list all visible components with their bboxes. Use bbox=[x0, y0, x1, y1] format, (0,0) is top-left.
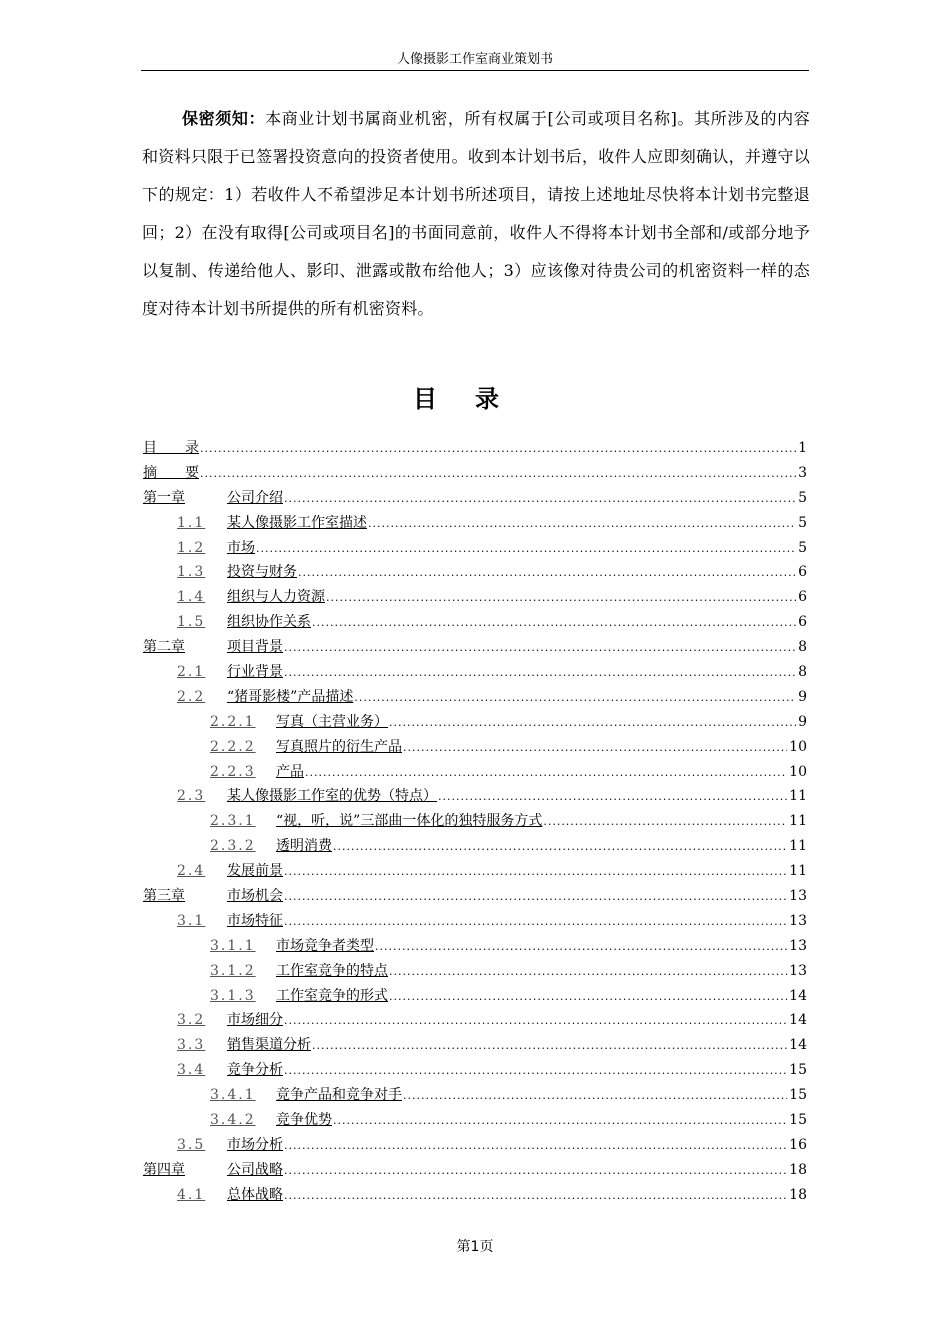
toc-entry-number: 第一章 bbox=[143, 489, 185, 506]
toc-entry[interactable] bbox=[143, 1008, 807, 1033]
toc-leader-dots bbox=[284, 860, 787, 885]
toc-entry-page: 13 bbox=[789, 912, 807, 929]
toc-leader-dots bbox=[284, 661, 796, 686]
toc-entry-number: 1.1 bbox=[177, 514, 206, 531]
toc-entry-number: 3.4.1 bbox=[210, 1087, 256, 1104]
toc-leader-dots bbox=[284, 1059, 787, 1084]
toc-leader-dots bbox=[284, 1009, 787, 1034]
toc-entry[interactable] bbox=[143, 735, 807, 760]
toc-entry-page: 11 bbox=[789, 838, 807, 855]
toc-entry-page: 16 bbox=[789, 1136, 807, 1153]
toc-entry-number: 2.2 bbox=[177, 688, 206, 705]
toc-entry-label[interactable]: 产品 bbox=[276, 763, 304, 780]
toc-entry[interactable] bbox=[143, 710, 807, 735]
toc-entry[interactable] bbox=[143, 436, 807, 461]
toc-entry-label[interactable]: 某人像摄影工作室描述 bbox=[227, 514, 367, 531]
toc-entry-page: 11 bbox=[789, 788, 807, 805]
toc-leader-dots bbox=[389, 711, 796, 736]
toc-entry-page: 6 bbox=[798, 589, 807, 606]
toc-entry-page: 5 bbox=[798, 539, 807, 556]
toc-leader-dots bbox=[312, 1034, 787, 1059]
toc-entry-label[interactable]: 公司战略 bbox=[227, 1161, 283, 1178]
toc-entry-number: 2.3 bbox=[177, 788, 206, 805]
toc-entry-number: 3.5 bbox=[177, 1136, 206, 1153]
toc-entry[interactable] bbox=[143, 635, 807, 660]
toc-entry-number: 3.3 bbox=[177, 1037, 206, 1054]
toc-leader-dots bbox=[389, 960, 787, 985]
toc-entry-label[interactable]: “视，听，说”三部曲一体化的独特服务方式 bbox=[276, 813, 543, 830]
page-number: 第1页 bbox=[456, 1239, 494, 1255]
toc-leader-dots bbox=[284, 1159, 787, 1184]
toc-entry-number: 2.2.1 bbox=[210, 713, 256, 730]
toc-entry[interactable] bbox=[143, 859, 807, 884]
toc-entry-page: 15 bbox=[789, 1112, 807, 1129]
toc-entry-number: 第四章 bbox=[143, 1161, 185, 1178]
toc-entry-number: 3.1.3 bbox=[210, 987, 256, 1004]
toc-entry-number: 2.4 bbox=[177, 863, 206, 880]
toc-entry[interactable] bbox=[143, 959, 807, 984]
toc-entry[interactable] bbox=[143, 1058, 807, 1083]
toc-entry[interactable] bbox=[143, 511, 807, 536]
toc-entry[interactable] bbox=[143, 685, 807, 710]
toc-entry-label[interactable]: 工作室竞争的特点 bbox=[276, 962, 388, 979]
toc-entry[interactable] bbox=[143, 934, 807, 959]
toc-leader-dots bbox=[438, 785, 787, 810]
toc-entry[interactable] bbox=[143, 536, 807, 561]
toc-entry[interactable] bbox=[143, 461, 807, 486]
toc-leader-dots bbox=[305, 761, 787, 786]
toc-entry-page: 15 bbox=[789, 1062, 807, 1079]
toc-entry-page: 5 bbox=[798, 514, 807, 531]
toc-entry-label[interactable]: 投资与财务 bbox=[227, 564, 297, 581]
toc-entry[interactable] bbox=[143, 660, 807, 685]
toc-entry-number: 3.1.2 bbox=[210, 962, 256, 979]
toc-entry-label[interactable]: 销售渠道分析 bbox=[227, 1037, 311, 1054]
toc-leader-dots bbox=[284, 1134, 787, 1159]
toc-entry-number: 4.1 bbox=[177, 1186, 206, 1203]
toc-entry-number: 3.4 bbox=[177, 1062, 206, 1079]
toc-entry-label[interactable]: 竞争分析 bbox=[227, 1062, 283, 1079]
toc-entry-page: 13 bbox=[789, 962, 807, 979]
toc-leader-dots bbox=[333, 1109, 787, 1134]
toc-entry-label[interactable]: 透明消费 bbox=[276, 838, 332, 855]
toc-entry-label[interactable]: 市场机会 bbox=[227, 888, 283, 905]
toc-leader-dots bbox=[543, 810, 787, 835]
confidentiality-notice bbox=[142, 100, 810, 328]
toc-entry-number: 2.2.2 bbox=[210, 738, 256, 755]
toc-entry-number: 2.3.2 bbox=[210, 838, 256, 855]
toc-leader-dots bbox=[375, 935, 787, 960]
toc-entry-page: 11 bbox=[789, 863, 807, 880]
toc-entry-label[interactable]: 发展前景 bbox=[227, 863, 283, 880]
toc-entry[interactable] bbox=[143, 1083, 807, 1108]
toc-entry-page: 13 bbox=[789, 937, 807, 954]
toc-entry-label[interactable]: 写真照片的衍生产品 bbox=[276, 738, 402, 755]
toc-leader-dots bbox=[403, 736, 787, 761]
toc-entry-number: 2.3.1 bbox=[210, 813, 256, 830]
toc-entry-number: 1.3 bbox=[177, 564, 206, 581]
toc-entry-label[interactable]: 市场竞争者类型 bbox=[276, 937, 374, 954]
toc-entry-label[interactable]: 目 录 bbox=[143, 440, 199, 456]
toc-entry[interactable] bbox=[143, 1183, 807, 1208]
toc-entry[interactable] bbox=[143, 834, 807, 859]
toc-entry-page: 9 bbox=[798, 713, 807, 730]
toc-entry[interactable] bbox=[143, 884, 807, 909]
toc-entry-page: 8 bbox=[798, 664, 807, 681]
toc-leader-dots bbox=[284, 910, 787, 935]
notice-label: 保密须知： bbox=[182, 109, 266, 128]
toc-leader-dots bbox=[284, 885, 787, 910]
toc-entry[interactable] bbox=[143, 760, 807, 785]
toc-leader-dots bbox=[284, 636, 796, 661]
toc-entry[interactable] bbox=[143, 1133, 807, 1158]
toc-leader-dots bbox=[389, 985, 787, 1010]
toc-entry-label[interactable]: 摘 要 bbox=[143, 464, 199, 481]
toc-leader-dots bbox=[298, 561, 796, 586]
toc-entry-number: 2.2.3 bbox=[210, 763, 256, 780]
toc-leader-dots bbox=[284, 1184, 787, 1209]
toc-entry[interactable] bbox=[143, 1108, 807, 1133]
toc-entry-page: 14 bbox=[789, 1037, 807, 1054]
toc-entry-number: 2.1 bbox=[177, 664, 206, 681]
toc-entry-page: 10 bbox=[789, 763, 807, 780]
toc-leader-dots bbox=[256, 537, 796, 562]
toc-entry-number: 1.4 bbox=[177, 589, 206, 606]
toc-leader-dots bbox=[200, 437, 796, 462]
toc-entry-label[interactable]: 总体战略 bbox=[227, 1186, 283, 1203]
toc-title: 目录 bbox=[413, 385, 537, 413]
toc-leader-dots bbox=[200, 462, 796, 487]
toc-entry-label[interactable]: 行业背景 bbox=[227, 664, 283, 681]
toc-leader-dots bbox=[368, 512, 796, 537]
toc-entry-label[interactable]: 公司介绍 bbox=[227, 489, 283, 506]
toc-entry[interactable] bbox=[143, 1158, 807, 1183]
toc-entry-page: 14 bbox=[789, 987, 807, 1004]
toc-entry-page: 5 bbox=[798, 489, 807, 506]
toc-entry-label[interactable]: 组织协作关系 bbox=[227, 614, 311, 631]
toc-entry-number: 3.1 bbox=[177, 912, 206, 929]
toc-entry-page: 18 bbox=[789, 1161, 807, 1178]
toc-entry-page: 18 bbox=[789, 1186, 807, 1203]
toc-entry-number: 1.5 bbox=[177, 614, 206, 631]
toc-entry[interactable] bbox=[143, 784, 807, 809]
toc-leader-dots bbox=[333, 835, 787, 860]
toc-leader-dots bbox=[284, 487, 796, 512]
toc-entry-page: 8 bbox=[798, 639, 807, 656]
toc-entry[interactable] bbox=[143, 585, 807, 610]
toc-entry[interactable] bbox=[143, 560, 807, 585]
toc-entry-label[interactable]: 组织与人力资源 bbox=[227, 589, 325, 606]
toc-entry-page: 1 bbox=[798, 440, 807, 456]
toc-entry-page: 14 bbox=[789, 1012, 807, 1029]
toc-entry-label[interactable]: 市场分析 bbox=[227, 1136, 283, 1153]
toc-leader-dots bbox=[354, 686, 796, 711]
toc-entry-number: 3.4.2 bbox=[210, 1112, 256, 1129]
toc-entry-page: 3 bbox=[798, 464, 807, 481]
toc-entry-label[interactable]: 写真（主营业务） bbox=[276, 713, 388, 730]
toc-entry-page: 15 bbox=[789, 1087, 807, 1104]
toc-entry-number: 3.2 bbox=[177, 1012, 206, 1029]
toc-entry-label[interactable]: 项目背景 bbox=[227, 639, 283, 656]
running-header: 人像摄影工作室商业策划书 bbox=[141, 50, 809, 71]
toc-entry-number: 3.1.1 bbox=[210, 937, 256, 954]
toc-entry[interactable] bbox=[143, 909, 807, 934]
toc-entry-page: 11 bbox=[789, 813, 807, 830]
toc-entry[interactable] bbox=[143, 984, 807, 1009]
toc-leader-dots bbox=[312, 611, 796, 636]
toc-entry-page: 6 bbox=[798, 564, 807, 581]
toc-entry[interactable] bbox=[143, 1033, 807, 1058]
toc-entry[interactable] bbox=[143, 610, 807, 635]
toc-entry-number: 第三章 bbox=[143, 888, 185, 905]
toc-entry-label[interactable]: 工作室竞争的形式 bbox=[276, 987, 388, 1004]
toc-entry-label[interactable]: 竞争产品和竞争对手 bbox=[276, 1087, 402, 1104]
toc-leader-dots bbox=[403, 1084, 787, 1109]
toc-entry[interactable] bbox=[143, 486, 807, 511]
toc-entry-label[interactable]: “猪哥影楼”产品描述 bbox=[227, 688, 354, 705]
toc-entry-page: 10 bbox=[789, 738, 807, 755]
toc-entry-label[interactable]: 某人像摄影工作室的优势（特点） bbox=[227, 788, 437, 805]
toc-leader-dots bbox=[326, 586, 796, 611]
toc-entry-label[interactable]: 市场 bbox=[227, 539, 255, 556]
toc-entry-page: 6 bbox=[798, 614, 807, 631]
notice-text: 本商业计划书属商业机密，所有权属于[公司或项目名称]。其所涉及的内容和资料只限于已签署投资意向的投资者使用。收到本计划书后，收件人应即刻确认，并遵守以下的规定：1）若收件人不希望涉足本计划书所述项目，请按上述地址尽快将本计划书完整退回；2）在没有取得[公司或项目名]的书面同意前，收件人不得将本计划书全部和/或部分地予以复制、传递给他人、影印、泄露或散布给他人；3）应该像对待贵公司的机密资料一样的态度对待本计划书所提供的所有机密资料。 bbox=[142, 109, 810, 318]
toc-entry-page: 13 bbox=[789, 888, 807, 905]
toc-entry-page: 9 bbox=[798, 688, 807, 705]
toc-entry-label[interactable]: 竞争优势 bbox=[276, 1112, 332, 1129]
table-of-contents bbox=[143, 436, 807, 1208]
toc-entry-label[interactable]: 市场细分 bbox=[227, 1012, 283, 1029]
toc-entry-number: 1.2 bbox=[177, 539, 206, 556]
toc-entry-number: 第二章 bbox=[143, 639, 185, 656]
toc-entry[interactable] bbox=[143, 809, 807, 834]
toc-entry-label[interactable]: 市场特征 bbox=[227, 912, 283, 929]
